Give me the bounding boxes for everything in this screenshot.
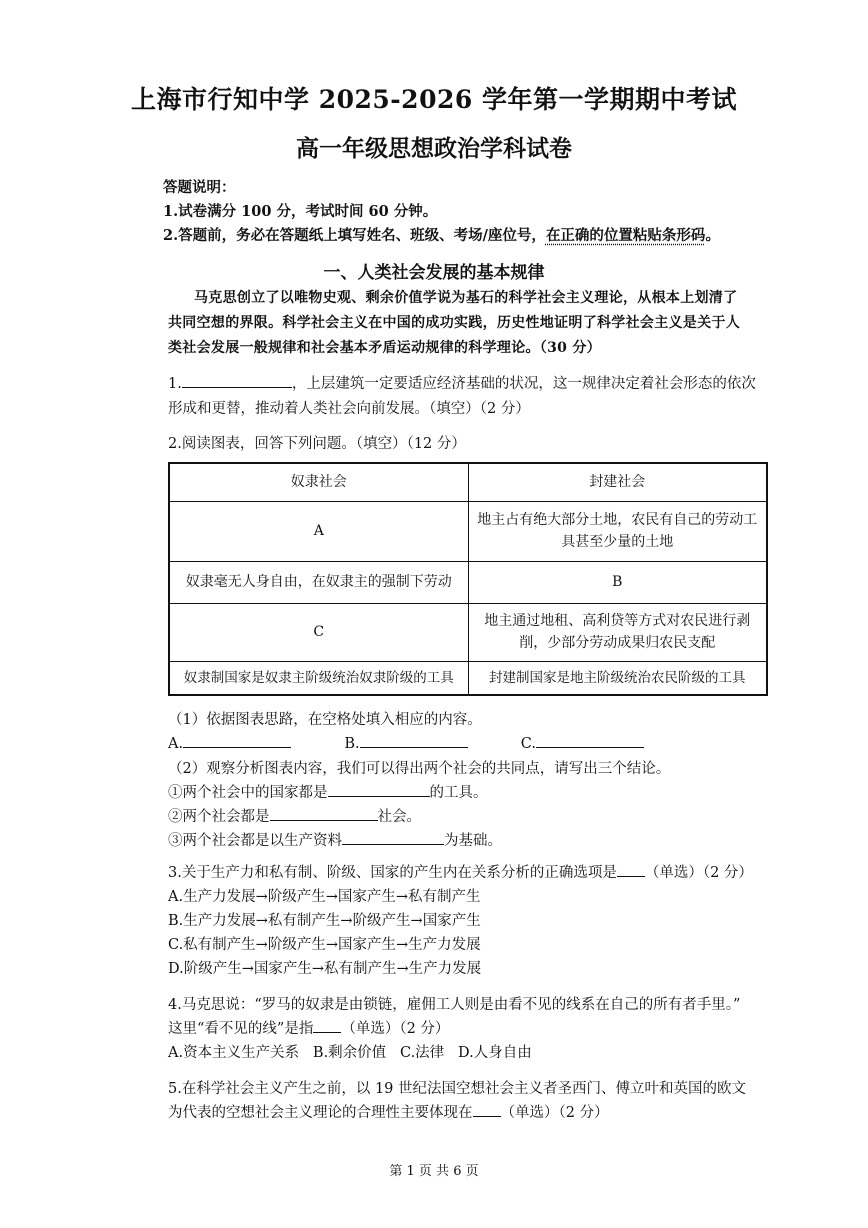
conclusion-3 — [168, 829, 502, 850]
table-cell: 地主占有绝大部分土地，农民有自己的劳动工具甚至少量的土地 — [468, 501, 767, 561]
instruction-item-1: 1.试卷满分 100 分，考试时间 60 分钟。 — [163, 203, 438, 220]
question-2-sub-1: （1）依据图表思路，在空格处填入相应的内容。 — [168, 712, 482, 728]
question-3-stem — [168, 861, 753, 882]
answer-a-blank[interactable] — [183, 733, 291, 748]
conclusion-2-end: 社会。 — [377, 809, 421, 825]
answer-b-blank[interactable] — [360, 733, 468, 748]
question-1-line-2: 形成和更替，推动着人类社会向前发展。（填空）（2 分） — [168, 401, 530, 417]
table-row — [169, 661, 767, 695]
question-1-blank[interactable] — [182, 373, 292, 388]
table-cell: 封建制国家是地主阶级统治农民阶级的工具 — [468, 661, 767, 695]
conclusion-1 — [168, 781, 488, 802]
question-3-option-c: C.私有制产生→阶级产生→国家产生→生产力发展 — [168, 937, 481, 953]
label-a: A. — [168, 736, 184, 752]
question-5-text: 为代表的空想社会主义理论的合理性主要体现在 — [168, 1105, 473, 1121]
question-3-end: （单选）（2 分） — [644, 865, 753, 881]
question-4-end: （单选）（2 分） — [341, 1021, 450, 1037]
question-5-end: （单选）（2 分） — [500, 1105, 609, 1121]
question-3-blank[interactable] — [617, 862, 645, 877]
question-1-text: ，上层建筑一定要适应经济基础的状况，这一规律决定着社会形态的依次 — [291, 376, 756, 392]
label-b: B. — [344, 736, 360, 752]
conclusion-2-blank[interactable] — [270, 806, 378, 821]
question-3-option-b: B.生产力发展→私有制产生→阶级产生→国家产生 — [168, 913, 481, 929]
question-5-blank[interactable] — [473, 1102, 501, 1117]
question-1-line-1 — [168, 372, 756, 393]
table-cell: 地主通过地租、高利贷等方式对农民进行剥削，少部分劳动成果归农民支配 — [468, 603, 767, 661]
section-1-intro-line-1: 马克思创立了以唯物史观、剩余价值学说为基石的科学社会主义理论，从根本上划清了 — [194, 290, 738, 306]
conclusion-2 — [168, 805, 421, 826]
question-4-blank[interactable] — [313, 1018, 341, 1033]
instruction-item-2 — [163, 224, 720, 245]
society-comparison-table — [168, 462, 768, 696]
instruction-item-2-text: 2.答题前，务必在答题纸上填写姓名、班级、考场/座位号， — [163, 227, 546, 244]
conclusion-3-blank[interactable] — [342, 830, 444, 845]
table-cell-b: B — [468, 561, 767, 603]
section-1-title: 一、人类社会发展的基本规律 — [323, 263, 545, 283]
question-4-text: 这里“看不见的线”是指 — [168, 1021, 314, 1037]
conclusion-1-text: ①两个社会中的国家都是 — [168, 785, 328, 801]
section-1-intro-line-2: 共同空想的界限。科学社会主义在中国的成功实践，历史性地证明了科学社会主义是关于人 — [168, 315, 740, 331]
conclusion-3-end: 为基础。 — [444, 833, 502, 849]
question-3-option-a: A.生产力发展→阶级产生→国家产生→私有制产生 — [168, 889, 481, 905]
exam-subtitle: 高一年级思想政治学科试卷 — [296, 135, 572, 162]
question-4-options: A.资本主义生产关系 B.剩余价值 C.法律 D.人身自由 — [168, 1045, 532, 1061]
table-cell: 奴隶制国家是奴隶主阶级统治奴隶阶级的工具 — [169, 661, 468, 695]
exam-title: 上海市行知中学 2025-2026 学年第一学期期中考试 — [131, 85, 737, 114]
answer-c-blank[interactable] — [536, 733, 644, 748]
instructions-heading: 答题说明： — [163, 179, 236, 196]
question-4-line-2 — [168, 1017, 449, 1038]
question-1-number: 1. — [168, 376, 182, 392]
question-5-line-1: 5.在科学社会主义产生之前，以 19 世纪法国空想社会主义者圣西门、傅立叶和英国的欧文 — [168, 1081, 746, 1097]
question-4-line-1: 4.马克思说：“罗马的奴隶是由锁链，雇佣工人则是由看不见的线系在自己的所有者手里。” — [168, 997, 741, 1013]
conclusion-1-end: 的工具。 — [429, 785, 488, 801]
section-1-intro-line-3: 类社会发展一般规律和社会基本矛盾运动规律的科学理论。（30 分） — [168, 340, 601, 356]
question-5-line-2 — [168, 1101, 609, 1122]
table-header-feudal-society: 封建社会 — [468, 463, 767, 501]
conclusion-2-text: ②两个社会都是 — [168, 809, 270, 825]
table-cell-c: C — [169, 603, 468, 661]
instruction-item-2-emphasis: 在正确的位置粘贴条形码 — [545, 227, 706, 244]
table-header-row — [169, 463, 767, 501]
label-c: C. — [520, 736, 536, 752]
table-row — [169, 603, 767, 661]
conclusion-3-text: ③两个社会都是以生产资料 — [168, 833, 342, 849]
question-2-sub-2: （2）观察分析图表内容，我们可以得出两个社会的共同点，请写出三个结论。 — [168, 761, 671, 777]
instruction-item-2-end: 。 — [705, 227, 720, 244]
table-cell-a: A — [169, 501, 468, 561]
table-row — [169, 561, 767, 603]
table-header-slave-society: 奴隶社会 — [169, 463, 468, 501]
question-2-stem: 2.阅读图表，回答下列问题。（填空）（12 分） — [168, 436, 466, 452]
question-2-answer-line — [168, 733, 644, 752]
page-number: 第 1 页 共 6 页 — [389, 1164, 479, 1179]
question-3-option-d: D.阶级产生→国家产生→私有制产生→生产力发展 — [168, 961, 482, 977]
question-3-text: 3.关于生产力和私有制、阶级、国家的产生内在关系分析的正确选项是 — [168, 865, 617, 881]
conclusion-1-blank[interactable] — [328, 782, 430, 797]
table-cell: 奴隶毫无人身自由，在奴隶主的强制下劳动 — [169, 561, 468, 603]
table-row — [169, 501, 767, 561]
